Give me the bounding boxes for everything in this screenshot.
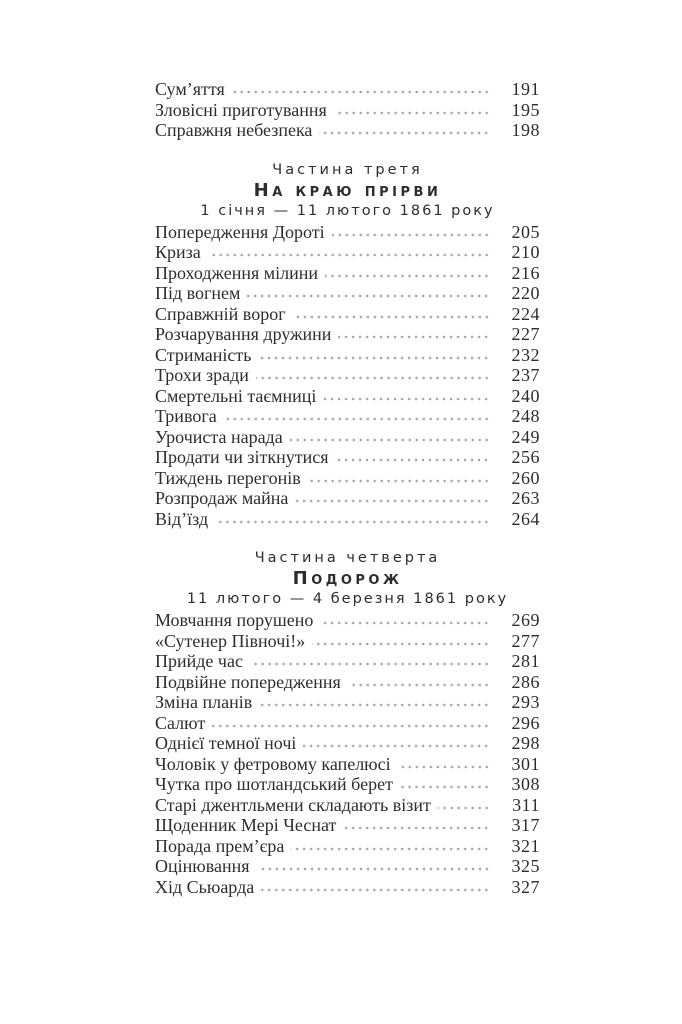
toc-entry[interactable] <box>155 447 540 468</box>
toc-entry-title: Від’їзд <box>155 508 209 529</box>
toc-entry-title: Справжня небезпека <box>155 120 313 140</box>
toc-entry[interactable] <box>155 324 540 345</box>
toc-entry[interactable] <box>155 672 540 693</box>
toc-entry[interactable] <box>155 631 540 652</box>
toc-entry-title: Розпродаж майна <box>155 488 289 508</box>
toc-entry-page-number: 321 <box>511 835 540 856</box>
toc-entry-page-number: 198 <box>511 120 540 140</box>
section-part-label: Частина третя <box>272 161 423 178</box>
dot-leader <box>257 867 490 872</box>
toc-entry[interactable] <box>155 468 540 489</box>
dot-leader <box>208 253 490 258</box>
toc-entry-page-number: 281 <box>511 651 540 671</box>
toc-entry[interactable] <box>155 222 540 243</box>
toc-entry-title: Чоловік у фетровому капелюсі <box>155 753 391 774</box>
toc-entry-title: Криза <box>155 242 201 262</box>
toc-entry-title: Сум’яття <box>155 79 225 99</box>
toc-entry-title: Щоденник Мері Чеснат <box>155 815 337 835</box>
toc-entry[interactable] <box>155 713 540 734</box>
dot-leader <box>291 847 490 852</box>
toc-entry-title: Чутка про шотландський берет <box>155 774 393 794</box>
dot-leader <box>338 335 490 340</box>
toc-entry-title: Подвійне попередження <box>155 671 341 692</box>
dot-leader <box>293 315 490 320</box>
toc-entry-title: Смертельні таємниці <box>155 385 317 406</box>
toc-entry[interactable] <box>155 386 540 407</box>
toc-entry[interactable] <box>155 304 540 325</box>
section-dates: 1 січня — 11 лютого 1861 року <box>200 202 495 219</box>
dot-leader <box>303 744 490 749</box>
section-title: На краю прірви <box>253 179 442 201</box>
toc-entry-page-number: 308 <box>511 774 540 794</box>
toc-entry-title: Тиждень перегонів <box>155 467 301 488</box>
toc-entry[interactable] <box>155 120 540 141</box>
toc-entry[interactable] <box>155 754 540 775</box>
dot-leader <box>212 724 490 729</box>
toc-entry-page-number: 216 <box>511 262 540 283</box>
section-dates: 11 лютого — 4 березня 1861 року <box>186 591 509 607</box>
toc-entry-title: «Сутенер Півночі!» <box>155 630 306 651</box>
dot-leader <box>295 499 490 504</box>
toc-entry-page-number: 286 <box>511 671 540 692</box>
toc-entry-page-number: 277 <box>511 630 540 651</box>
toc-entry-title: Хід Сьюарда <box>155 876 255 897</box>
toc-entry[interactable] <box>155 610 540 631</box>
toc-entry-page-number: 237 <box>511 365 540 385</box>
toc-entry-page-number: 256 <box>511 447 540 467</box>
dot-leader <box>325 274 490 279</box>
toc-entry-title: Зміна планів <box>155 692 253 712</box>
dot-leader <box>335 458 490 463</box>
toc-entry-page-number: 195 <box>511 99 540 120</box>
dot-leader <box>343 826 490 831</box>
toc-entry-title: Продати чи зіткнутися <box>155 447 329 467</box>
toc-entry-title: Стриманість <box>155 344 252 365</box>
dot-leader <box>319 131 490 136</box>
section-heading <box>155 160 540 222</box>
toc-entry-page-number: 248 <box>511 406 540 426</box>
toc-entry-page-number: 269 <box>511 610 540 630</box>
toc-entry[interactable] <box>155 509 540 530</box>
toc-entry-page-number: 293 <box>511 692 540 712</box>
toc-entry-title: Салют <box>155 712 206 733</box>
dot-leader <box>247 294 490 299</box>
dot-leader <box>398 765 490 770</box>
toc-entry-title: Порада прем’єра <box>155 835 285 856</box>
dot-leader <box>438 806 490 811</box>
toc-entry-page-number: 327 <box>511 876 540 897</box>
toc <box>155 79 540 897</box>
section-title: Подорож <box>292 568 403 589</box>
toc-entry[interactable] <box>155 774 540 795</box>
toc-entry-page-number: 232 <box>511 344 540 365</box>
toc-entry[interactable] <box>155 263 540 284</box>
toc-entry-page-number: 191 <box>511 79 540 99</box>
dot-leader <box>308 479 490 484</box>
toc-entry-title: Старі джентльмени складають візит <box>155 794 431 815</box>
dot-leader <box>348 683 490 688</box>
toc-entry-page-number: 311 <box>512 794 540 815</box>
toc-entry[interactable] <box>155 795 540 816</box>
toc-entry-title: Попередження Дороті <box>155 221 325 242</box>
toc-entry[interactable] <box>155 427 540 448</box>
dot-leader <box>334 111 490 116</box>
dot-leader <box>312 642 490 647</box>
dot-leader <box>256 376 490 381</box>
toc-entry-page-number: 260 <box>511 467 540 488</box>
dot-leader <box>258 356 490 361</box>
toc-entry-page-number: 301 <box>511 753 540 774</box>
dot-leader <box>224 417 490 422</box>
toc-entry-page-number: 296 <box>511 712 540 733</box>
toc-entry[interactable] <box>155 242 540 263</box>
toc-entry[interactable] <box>155 692 540 713</box>
toc-entry-title: Оцінювання <box>155 856 250 876</box>
dot-leader <box>215 520 490 525</box>
toc-entry-title: Тривога <box>155 406 217 426</box>
toc-entry-page-number: 210 <box>511 242 540 262</box>
toc-entry[interactable] <box>155 365 540 386</box>
toc-entry-page-number: 249 <box>511 426 540 447</box>
toc-entry[interactable] <box>155 100 540 121</box>
toc-entry[interactable] <box>155 836 540 857</box>
toc-entry-page-number: 224 <box>511 303 540 324</box>
toc-entry[interactable] <box>155 651 540 672</box>
dot-leader <box>259 703 490 708</box>
dot-leader <box>323 397 490 402</box>
dot-leader <box>232 90 490 95</box>
toc-entry[interactable] <box>155 345 540 366</box>
toc-entry-page-number: 227 <box>511 324 540 344</box>
toc-entry-page-number: 317 <box>511 815 540 835</box>
dot-leader <box>290 438 490 443</box>
toc-entry-title: Розчарування дружини <box>155 324 332 344</box>
toc-entry-title: Під вогнем <box>155 283 241 303</box>
toc-entry[interactable] <box>155 79 540 100</box>
toc-entry-page-number: 264 <box>511 508 540 529</box>
toc-entry-title: Проходження мілини <box>155 262 319 283</box>
toc-entry-title: Прийде час <box>155 651 243 671</box>
toc-entry[interactable] <box>155 733 540 754</box>
dot-leader <box>261 888 490 893</box>
toc-entry-page-number: 325 <box>511 856 540 876</box>
toc-entry-page-number: 205 <box>511 221 540 242</box>
toc-entry-title: Урочиста нарада <box>155 426 283 447</box>
toc-entry-title: Мовчання порушено <box>155 610 314 630</box>
section-heading <box>155 548 540 610</box>
toc-entry-page-number: 240 <box>511 385 540 406</box>
toc-entry[interactable] <box>155 856 540 877</box>
toc-entry-page-number: 298 <box>511 733 540 753</box>
dot-leader <box>320 621 490 626</box>
toc-entry-title: Справжній ворог <box>155 303 286 324</box>
toc-entry-title: Однієї темної ночі <box>155 733 297 753</box>
toc-entry[interactable] <box>155 283 540 304</box>
dot-leader <box>332 233 490 238</box>
toc-entry-page-number: 263 <box>511 488 540 508</box>
toc-entry[interactable] <box>155 877 540 898</box>
toc-entry[interactable] <box>155 406 540 427</box>
toc-entry-page-number: 220 <box>511 283 540 303</box>
dot-leader <box>250 662 490 667</box>
toc-entry[interactable] <box>155 488 540 509</box>
toc-entry-title: Зловісні приготування <box>155 99 327 120</box>
section-part-label: Частина четверта <box>254 550 441 566</box>
toc-entry-title: Трохи зради <box>155 365 249 385</box>
dot-leader <box>400 785 490 790</box>
toc-entry[interactable] <box>155 815 540 836</box>
